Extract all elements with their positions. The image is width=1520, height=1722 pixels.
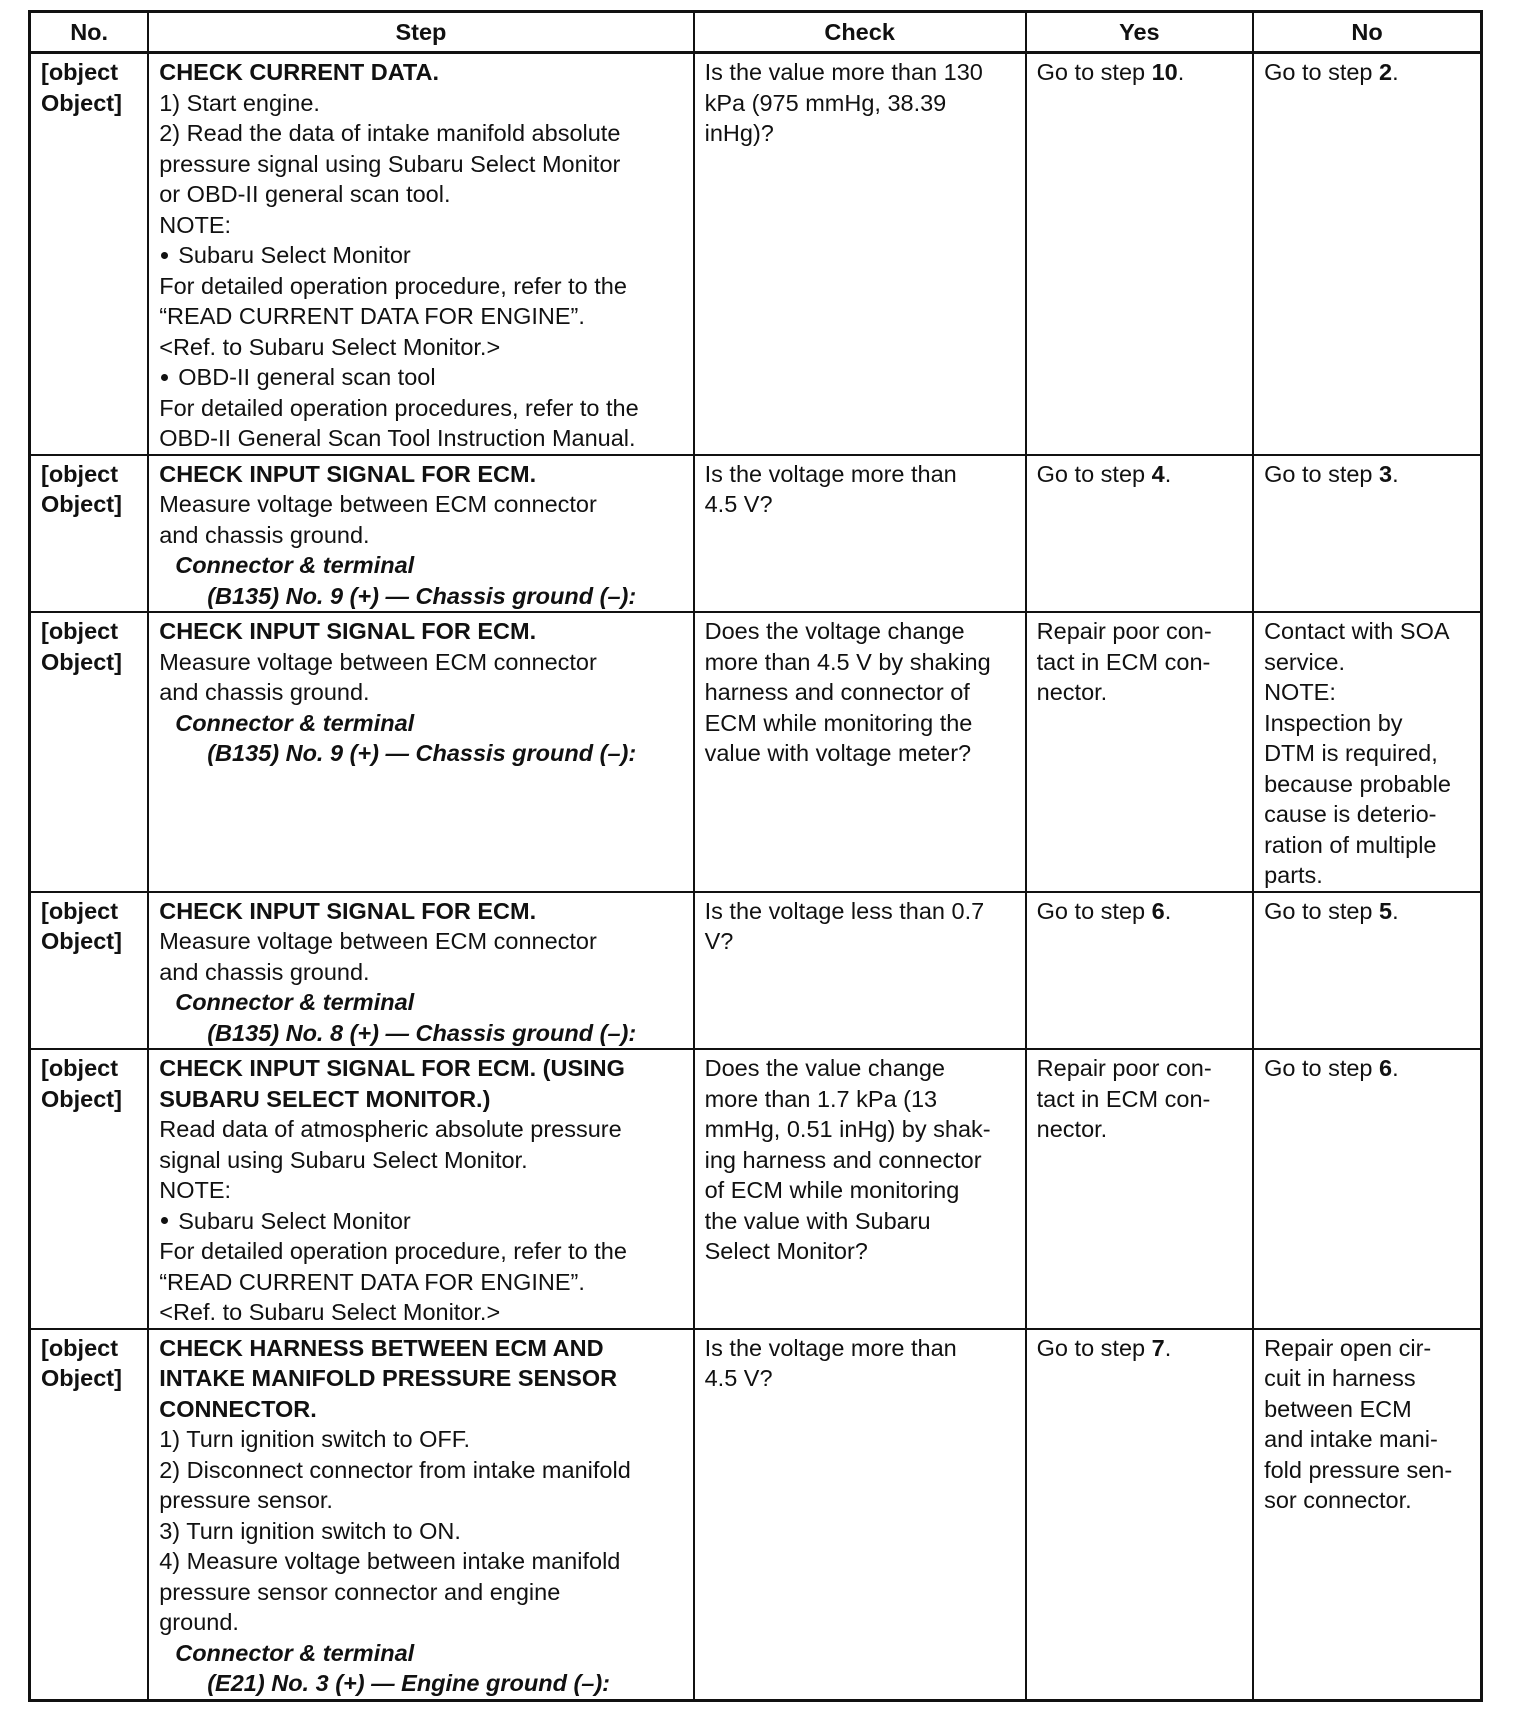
result-line: Repair open cir- [1264,1334,1432,1361]
step-text: pressure signal using Subaru Select Monitor [159,150,621,177]
bullet-dot-icon [161,374,168,381]
goto-prefix: Go to step [1036,59,1152,85]
step-text: 2) Read the data of intake manifold absolute [159,120,621,146]
header-step: Step [148,12,693,53]
goto-step-number: 7 [1151,1334,1165,1361]
check-text: V? [704,928,734,954]
step-title: CHECK INPUT SIGNAL FOR ECM. (USING [159,1055,625,1081]
step-text: OBD-II General Scan Tool Instruction Manual. [159,425,636,451]
no-cell [1253,53,1481,455]
result-line: Repair poor con- [1036,1055,1212,1081]
bullet-dot-icon [161,1217,168,1224]
goto-step-text [1264,896,1472,927]
check-text: kPa (975 mmHg, 38.39 [704,89,947,116]
step-text: For detailed operation procedure, refer to the [159,272,627,299]
step-cell [148,1329,693,1701]
step-text: For detailed operation procedures, refer to the [159,394,639,421]
step-number: [object Object] [41,59,122,116]
no-cell [1253,1329,1481,1701]
step-title: CHECK CURRENT DATA. [159,59,440,85]
check-text: ECM while monitoring the [704,709,973,736]
step-text: Measure voltage between ECM connector [159,648,597,675]
step-text: pressure sensor. [159,1487,333,1513]
step-text: and chassis ground. [159,679,370,705]
check-cell [694,612,1026,892]
no-cell [1253,612,1481,892]
result-line: between ECM [1264,1395,1412,1422]
step-text: pressure sensor connector and engine [159,1578,561,1605]
table-row [30,1329,1482,1701]
step-text: 2) Disconnect connector from intake manifold [159,1456,631,1483]
table-row [30,892,1482,1050]
result-line: Inspection by [1264,709,1403,736]
result-line: tact in ECM con- [1036,648,1211,675]
no-cell [1253,892,1481,1050]
step-text: Read data of atmospheric absolute pressure [159,1116,622,1142]
result-line: tact in ECM con- [1036,1085,1211,1112]
step-title: CHECK INPUT SIGNAL FOR ECM. [159,618,537,644]
check-cell [694,53,1026,455]
check-text: 4.5 V? [704,491,773,517]
check-text: more than 1.7 kPa (13 [704,1085,938,1112]
result-line: service. [1264,648,1346,675]
bullet-text: Subaru Select Monitor [178,1207,411,1234]
step-text: and chassis ground. [159,521,370,548]
step-cell [148,455,693,613]
result-line: nector. [1036,679,1108,705]
check-text: Is the voltage less than 0.7 [704,897,985,924]
step-number-cell [30,892,149,1050]
goto-suffix: . [1164,897,1172,924]
step-number-cell [30,612,149,892]
goto-prefix: Go to step [1264,897,1380,924]
table-row [30,455,1482,613]
goto-step-number: 5 [1379,897,1393,924]
goto-prefix: Go to step [1036,897,1152,924]
step-text: or OBD-II general scan tool. [159,181,451,207]
yes-cell [1026,892,1253,1050]
step-number-cell [30,1329,149,1701]
no-cell [1253,1049,1481,1329]
step-number: [object Object] [41,897,122,954]
goto-suffix: . [1164,1334,1172,1361]
goto-suffix: . [1392,59,1399,85]
bullet-item [159,240,684,271]
goto-step-number: 6 [1151,897,1165,924]
step-text: Measure voltage between ECM connector [159,491,597,517]
step-cell [148,892,693,1050]
check-text: the value with Subaru [704,1207,931,1234]
bullet-text: OBD-II general scan tool [178,364,436,390]
header-yes: Yes [1026,12,1253,53]
goto-suffix: . [1164,460,1172,487]
result-line: NOTE: [1264,679,1336,705]
result-line: nector. [1036,1116,1108,1142]
check-text: of ECM while monitoring [704,1177,960,1203]
result-line: ration of multiple [1264,831,1437,858]
step-text: 3) Turn ignition switch to ON. [159,1517,461,1544]
result-line: because probable [1264,770,1451,797]
step-text: Measure voltage between ECM connector [159,928,597,954]
step-text: NOTE: [159,1177,232,1203]
step-text: 1) Start engine. [159,89,320,116]
step-text: NOTE: [159,211,232,238]
check-text: more than 4.5 V by shaking [704,648,991,675]
bullet-item [159,362,684,393]
bullet-item [159,1206,684,1237]
goto-suffix: . [1177,59,1185,85]
goto-step-text [1037,1333,1244,1364]
goto-step-text [1037,896,1244,927]
yes-cell [1026,53,1253,455]
result-line: Repair poor con- [1036,618,1212,644]
table-row [30,1049,1482,1329]
connector-heading: Connector & terminal [175,552,415,578]
yes-cell [1026,1329,1253,1701]
no-cell [1253,455,1481,613]
check-cell [694,455,1026,613]
connector-heading: Connector & terminal [175,989,415,1015]
check-text: inHg)? [704,120,774,146]
step-text: “READ CURRENT DATA FOR ENGINE”. [159,303,585,329]
step-number-cell [30,455,149,613]
goto-step-text [1037,459,1244,490]
connector-terminal: (E21) No. 3 (+) — Engine ground (–): [207,1670,611,1696]
check-text: Does the value change [704,1055,946,1081]
step-number: [object Object] [41,1334,122,1391]
check-text: harness and connector of [704,679,970,705]
step-title: CHECK INPUT SIGNAL FOR ECM. [159,897,537,924]
header-no: No. [30,12,149,53]
step-text: <Ref. to Subaru Select Monitor.> [159,1299,501,1325]
goto-prefix: Go to step [1036,460,1152,487]
connector-heading: Connector & terminal [175,1639,415,1666]
step-title: INTAKE MANIFOLD PRESSURE SENSOR [159,1365,618,1391]
step-title: CONNECTOR. [159,1395,317,1422]
result-line: DTM is required, [1264,740,1438,766]
step-text: <Ref. to Subaru Select Monitor.> [159,333,501,360]
check-text: Does the voltage change [704,618,965,644]
step-title: CHECK HARNESS BETWEEN ECM AND [159,1334,604,1361]
goto-step-text [1264,459,1472,490]
result-line: parts. [1264,862,1323,888]
step-text: 4) Measure voltage between intake manifold [159,1548,621,1574]
result-line: Contact with SOA [1264,618,1450,644]
step-text: ground. [159,1609,239,1635]
goto-step-text [1264,57,1472,88]
step-number-cell [30,1049,149,1329]
table-row [30,53,1482,455]
yes-cell [1026,612,1253,892]
result-line: sor connector. [1264,1487,1412,1513]
header-check: Check [694,12,1026,53]
result-line: and intake mani- [1264,1426,1438,1452]
step-number: [object Object] [41,1055,122,1112]
goto-step-number: 10 [1151,59,1178,85]
connector-terminal: (B135) No. 9 (+) — Chassis ground (–): [207,582,637,609]
step-number: [object Object] [41,618,122,675]
goto-step-number: 2 [1379,59,1393,85]
goto-step-text [1264,1053,1472,1084]
check-cell [694,892,1026,1050]
header-row [30,12,1482,53]
step-text: For detailed operation procedure, refer to the [159,1238,627,1264]
check-cell [694,1329,1026,1701]
check-cell [694,1049,1026,1329]
bullet-dot-icon [161,252,168,259]
check-text: value with voltage meter? [704,740,972,766]
result-line: cuit in harness [1264,1365,1416,1391]
connector-terminal: (B135) No. 9 (+) — Chassis ground (–): [207,740,637,766]
table-body [30,53,1482,1701]
yes-cell [1026,1049,1253,1329]
yes-cell [1026,455,1253,613]
step-text: signal using Subaru Select Monitor. [159,1146,528,1173]
goto-prefix: Go to step [1264,59,1380,85]
goto-step-number: 3 [1379,460,1393,487]
goto-suffix: . [1392,897,1399,924]
goto-prefix: Go to step [1264,1055,1380,1081]
header-no-result: No [1253,12,1481,53]
check-text: Is the voltage more than [704,460,957,487]
check-text: Is the value more than 130 [704,59,983,85]
connector-terminal: (B135) No. 8 (+) — Chassis ground (–): [207,1019,637,1046]
step-text: “READ CURRENT DATA FOR ENGINE”. [159,1268,585,1295]
goto-step-number: 6 [1379,1055,1393,1081]
step-title: SUBARU SELECT MONITOR.) [159,1085,491,1112]
goto-prefix: Go to step [1264,460,1380,487]
bullet-text: Subaru Select Monitor [178,242,411,268]
table-row [30,612,1482,892]
step-cell [148,612,693,892]
check-text: mmHg, 0.51 inHg) by shak- [704,1116,991,1142]
step-number-cell [30,53,149,455]
diagnostic-procedure-table [28,10,1483,1702]
result-line: cause is deterio- [1264,801,1437,827]
goto-step-text [1037,57,1244,88]
goto-suffix: . [1392,1055,1399,1081]
step-cell [148,53,693,455]
step-number: [object Object] [41,460,122,517]
goto-step-number: 4 [1151,460,1165,487]
check-text: Is the voltage more than [704,1334,957,1361]
check-text: 4.5 V? [704,1365,773,1391]
check-text: ing harness and connector [704,1146,982,1173]
result-line: fold pressure sen- [1264,1456,1453,1483]
check-text: Select Monitor? [704,1238,868,1264]
step-text: and chassis ground. [159,958,370,985]
step-cell [148,1049,693,1329]
goto-prefix: Go to step [1036,1334,1152,1361]
step-title: CHECK INPUT SIGNAL FOR ECM. [159,460,537,487]
connector-heading: Connector & terminal [175,709,415,736]
goto-suffix: . [1392,460,1399,487]
step-text: 1) Turn ignition switch to OFF. [159,1426,471,1452]
